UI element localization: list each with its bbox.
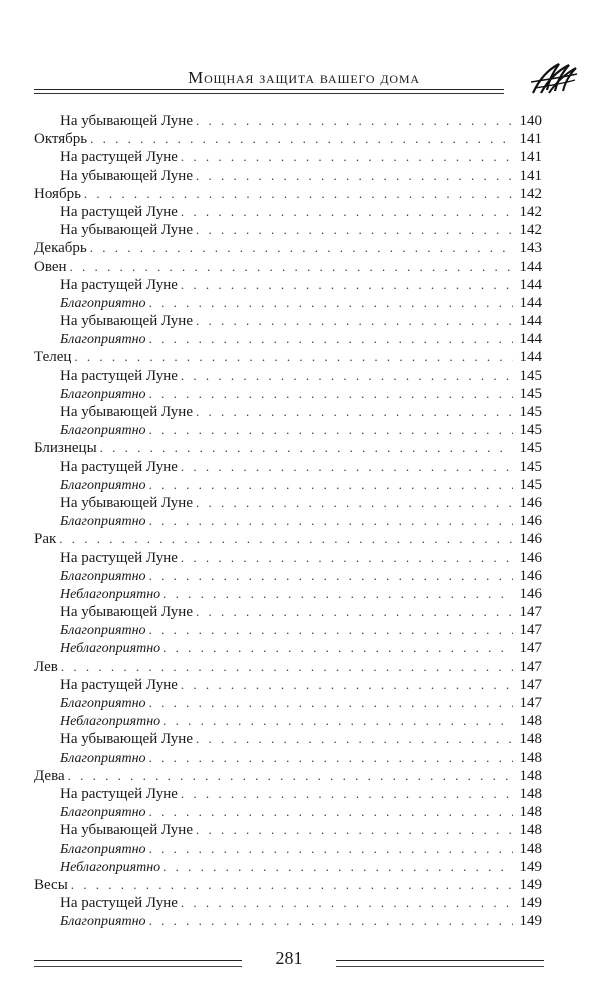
toc-entry [34, 258, 542, 276]
toc-entry-page: 145 [519, 422, 542, 439]
toc-entry-page: 146 [519, 585, 542, 602]
toc-entry [34, 912, 542, 930]
toc-entry [34, 439, 542, 457]
toc-entry-page: 147 [519, 640, 542, 657]
toc-entry-page: 149 [519, 858, 542, 875]
dot-leader [181, 549, 513, 567]
toc-entry-page: 144 [519, 313, 542, 330]
toc-entry [34, 567, 542, 585]
toc-entry-label: Благоприятно [60, 295, 146, 311]
toc-entry [34, 385, 542, 403]
dot-leader [59, 530, 513, 548]
dot-leader [149, 803, 513, 821]
dot-leader [163, 585, 513, 603]
toc-entry-page: 149 [519, 913, 542, 930]
toc-entry-label: На растущей Луне [60, 895, 178, 912]
page-header [34, 60, 590, 100]
toc-entry [34, 676, 542, 694]
dot-leader [149, 694, 513, 712]
dot-leader [149, 421, 513, 439]
toc-entry [34, 585, 542, 603]
toc-entry-label: Благоприятно [60, 914, 146, 930]
dot-leader [181, 367, 513, 385]
toc-entry-page: 149 [519, 895, 542, 912]
toc-entry-page: 148 [519, 785, 542, 802]
dot-leader [163, 712, 513, 730]
dot-leader [70, 258, 513, 276]
toc-entry-label: Благоприятно [60, 568, 146, 584]
dot-leader [163, 858, 513, 876]
toc-entry [34, 530, 542, 548]
toc-entry-label: На убывающей Луне [60, 404, 193, 420]
toc-entry [34, 767, 542, 785]
dot-leader [181, 148, 513, 166]
dot-leader [149, 385, 513, 403]
toc-entry [34, 421, 542, 439]
toc-entry [34, 785, 542, 803]
toc-entry [34, 458, 542, 476]
toc-entry [34, 112, 542, 130]
toc-entry-label: Неблагоприятно [60, 859, 161, 875]
page-footer [34, 946, 544, 976]
toc-entry-page: 145 [519, 404, 542, 420]
dot-leader [163, 639, 513, 657]
toc-entry-page: 147 [519, 658, 542, 675]
toc-entry-label: Неблагоприятно [60, 714, 161, 730]
dot-leader [196, 167, 513, 185]
toc-entry-page: 140 [519, 113, 542, 129]
dot-leader [61, 658, 513, 676]
dot-leader [149, 912, 513, 930]
toc-entry [34, 803, 542, 821]
toc-entry-label: Благоприятно [60, 696, 146, 711]
toc-entry [34, 658, 542, 676]
dot-leader [68, 767, 513, 785]
running-header-title: Мощная защита вашего дома [188, 68, 420, 87]
dot-leader [149, 294, 513, 312]
toc-entry-page: 148 [519, 804, 542, 821]
toc-entry [34, 621, 542, 639]
dot-leader [196, 112, 513, 130]
footer-rule-right [336, 960, 544, 967]
toc-entry-page: 146 [519, 531, 542, 548]
toc-entry-page: 146 [519, 494, 542, 511]
toc-entry-label: Декабрь [34, 240, 87, 257]
footer-rule-left [34, 960, 242, 967]
toc-entry-label: На растущей Луне [60, 149, 178, 166]
toc-entry [34, 639, 542, 657]
toc-entry [34, 276, 542, 294]
toc-entry-label: Благоприятно [60, 750, 146, 766]
toc-entry-page: 144 [519, 331, 542, 348]
toc-entry [34, 130, 542, 148]
toc-entry-page: 144 [519, 258, 542, 275]
toc-entry [34, 858, 542, 876]
toc-entry-page: 147 [519, 676, 542, 693]
toc-entry-label: На растущей Луне [60, 785, 178, 802]
toc-entry [34, 694, 542, 712]
toc-entry-label: На убывающей Луне [60, 731, 193, 748]
toc-entry-label: Благоприятно [60, 805, 146, 821]
dot-leader [149, 476, 513, 494]
toc-entry-page: 148 [519, 840, 542, 857]
toc-entry-label: На убывающей Луне [60, 222, 193, 239]
toc-entry-label: На растущей Луне [60, 549, 178, 566]
toc-entry-label: На убывающей Луне [60, 494, 193, 511]
toc-entry-label: Неблагоприятно [60, 641, 161, 657]
dot-leader [90, 130, 513, 148]
toc-entry [34, 876, 542, 894]
dot-leader [196, 221, 513, 239]
toc-entry-label: Весы [34, 876, 68, 893]
toc-entry-page: 149 [519, 876, 542, 893]
toc-entry-page: 145 [519, 440, 542, 457]
toc-entry [34, 203, 542, 221]
toc-entry-page: 146 [519, 549, 542, 566]
toc-entry-label: На растущей Луне [60, 367, 178, 384]
toc-entry [34, 821, 542, 839]
toc-entry [34, 312, 542, 330]
page-number: 281 [275, 948, 303, 968]
toc-entry-label: Благоприятно [60, 477, 146, 493]
toc-entry [34, 476, 542, 494]
dot-leader [196, 312, 513, 330]
dot-leader [181, 458, 513, 476]
toc-entry [34, 840, 542, 858]
toc-entry-label: Овен [34, 258, 67, 275]
dot-leader [74, 348, 513, 366]
toc-entry [34, 221, 542, 239]
toc-entry [34, 894, 542, 912]
toc-entry [34, 603, 542, 621]
toc-entry-label: Благоприятно [60, 423, 146, 439]
toc-entry-page: 141 [519, 131, 542, 148]
toc-entry-label: Неблагоприятно [60, 586, 161, 602]
toc-entry [34, 148, 542, 166]
dot-leader [196, 494, 513, 512]
toc-entry-label: На убывающей Луне [60, 604, 193, 621]
toc-entry [34, 167, 542, 185]
toc-entry-label: На убывающей Луне [60, 113, 193, 129]
toc-entry-page: 142 [519, 222, 542, 239]
toc-entry-label: Рак [34, 531, 57, 548]
toc-entry-page: 145 [519, 385, 542, 402]
toc-entry [34, 512, 542, 530]
dot-leader [196, 403, 513, 421]
toc-entry-page: 144 [519, 294, 542, 311]
toc-entry [34, 239, 542, 257]
toc-entry-page: 144 [519, 349, 542, 366]
toc-entry-label: Благоприятно [60, 332, 146, 348]
table-of-contents [34, 112, 542, 930]
toc-entry [34, 749, 542, 767]
toc-entry-page: 146 [519, 513, 542, 530]
toc-entry [34, 294, 542, 312]
toc-entry-page: 142 [519, 203, 542, 220]
toc-entry-page: 148 [519, 822, 542, 839]
toc-entry-page: 147 [519, 622, 542, 639]
toc-entry-label: Благоприятно [60, 841, 146, 857]
dot-leader [100, 439, 513, 457]
toc-entry [34, 367, 542, 385]
dot-leader [181, 203, 513, 221]
toc-entry-label: На растущей Луне [60, 676, 178, 693]
toc-entry-label: Близнецы [34, 440, 97, 457]
toc-entry-label: Благоприятно [60, 623, 146, 639]
toc-entry-label: Телец [34, 349, 72, 366]
toc-entry [34, 403, 542, 421]
toc-entry-label: На убывающей Луне [60, 822, 193, 839]
toc-entry-label: Лев [34, 658, 58, 675]
toc-entry-page: 148 [519, 731, 542, 748]
toc-entry-label: На растущей Луне [60, 458, 178, 475]
dot-leader [181, 676, 513, 694]
toc-entry-page: 141 [519, 167, 542, 184]
toc-entry-label: На растущей Луне [60, 276, 178, 293]
dot-leader [149, 567, 513, 585]
toc-entry [34, 494, 542, 512]
toc-entry-page: 141 [519, 149, 542, 166]
dot-leader [149, 621, 513, 639]
publisher-logo-icon [529, 60, 579, 96]
toc-entry-page: 145 [519, 476, 542, 493]
toc-entry [34, 348, 542, 366]
dot-leader [196, 821, 513, 839]
dot-leader [149, 840, 513, 858]
toc-entry-page: 147 [519, 604, 542, 621]
toc-entry-page: 147 [519, 695, 542, 711]
toc-entry [34, 730, 542, 748]
dot-leader [149, 330, 513, 348]
toc-entry-label: Благоприятно [60, 386, 146, 402]
toc-entry-page: 145 [519, 367, 542, 384]
toc-entry-page: 146 [519, 567, 542, 584]
header-rule-secondary [34, 93, 504, 94]
toc-entry-label: Благоприятно [60, 514, 146, 530]
toc-entry-page: 143 [519, 240, 542, 257]
toc-entry-page: 145 [519, 458, 542, 475]
toc-entry [34, 330, 542, 348]
dot-leader [149, 512, 513, 530]
toc-entry [34, 185, 542, 203]
dot-leader [181, 785, 513, 803]
header-rule [34, 89, 504, 90]
toc-entry-label: Дева [34, 767, 65, 784]
toc-entry-label: На убывающей Луне [60, 313, 193, 330]
toc-entry-page: 148 [519, 749, 542, 766]
toc-entry-page: 148 [519, 713, 542, 730]
dot-leader [181, 276, 513, 294]
dot-leader [90, 239, 513, 257]
dot-leader [149, 749, 513, 767]
toc-entry [34, 712, 542, 730]
dot-leader [71, 876, 513, 894]
toc-entry [34, 549, 542, 567]
toc-entry-page: 142 [519, 185, 542, 202]
toc-entry-label: Ноябрь [34, 185, 81, 202]
toc-entry-page: 148 [519, 767, 542, 784]
toc-entry-label: Октябрь [34, 131, 88, 148]
dot-leader [196, 603, 513, 621]
toc-entry-label: На убывающей Луне [60, 167, 193, 184]
dot-leader [181, 894, 513, 912]
toc-entry-label: На растущей Луне [60, 203, 178, 220]
dot-leader [196, 730, 513, 748]
dot-leader [84, 185, 513, 203]
toc-entry-page: 144 [519, 276, 542, 293]
